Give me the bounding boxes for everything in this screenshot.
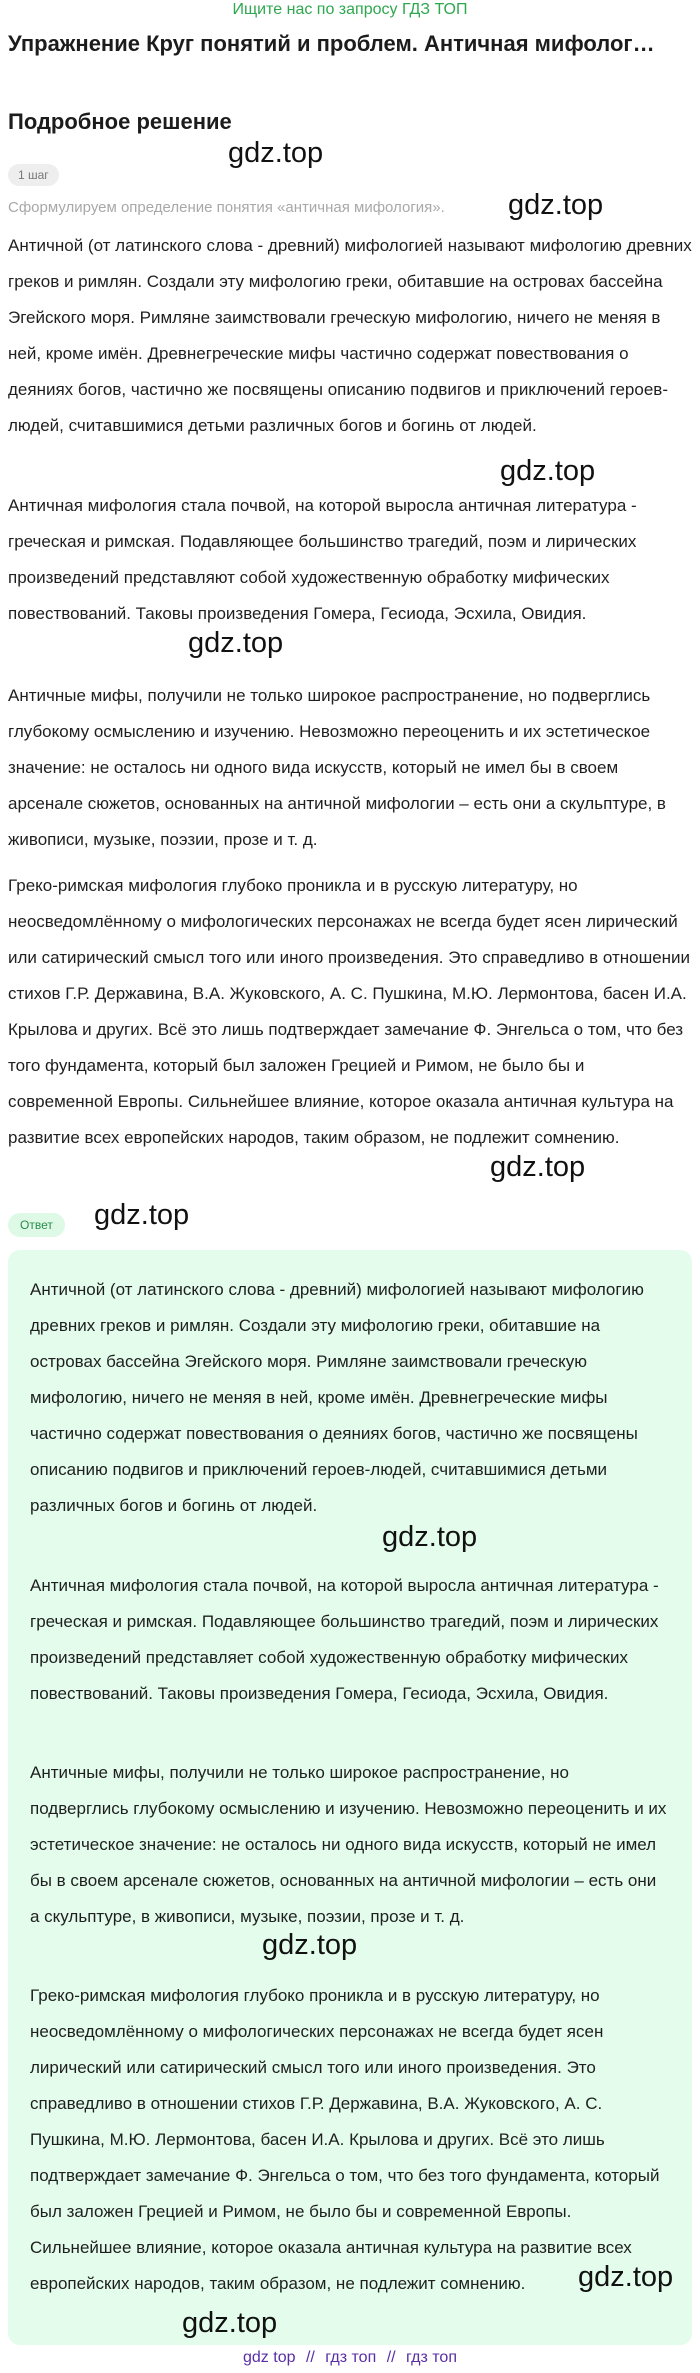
hint-text: Сформулируем определение понятия «античная мифология». bbox=[8, 199, 445, 216]
answer-paragraph: Античные мифы, получили не только широкое распространение, но подверглись глубокому осмыслению и изучению. Невозможно переоценить и их эстетическое значение: не осталось ни одного вида искусств, который не имел бы в своем арсенале сюжетов, основанных на античной мифологии – есть они а скульптуре, в живописи, музыке, поэзии, прозе и т. д. bbox=[30, 1763, 667, 1926]
section-title: Подробное решение bbox=[8, 109, 232, 134]
watermark: gdz.top bbox=[500, 455, 596, 487]
top-banner: Ищите нас по запросу ГДЗ ТОП bbox=[232, 1, 468, 18]
footer-link-gdz-top-ru-2[interactable]: гдз топ bbox=[406, 2349, 457, 2366]
watermark: gdz.top bbox=[182, 2307, 278, 2339]
watermark: gdz.top bbox=[490, 1151, 586, 1183]
watermark: gdz.top bbox=[94, 1199, 190, 1231]
answer-paragraph: Античной (от латинского слова - древний) мифологией называют мифологию древних греков и римлян. Создали эту мифологию греки, обитавшие на островах бассейна Эгейского моря. Римляне заимствовали греческую мифологию, ничего не меняя в ней, кроме имён. Древнегреческие мифы частично содержат повествования о деяниях богов, частично же посвящены описанию подвигов и приключений героев-людей, считавшимися детьми различных богов и богинь от людей. bbox=[30, 1280, 644, 1515]
watermark: gdz.top bbox=[578, 2261, 674, 2293]
footer-separator: // bbox=[305, 2349, 315, 2366]
answer-paragraph: Греко-римская мифология глубоко проникла и в русскую литературу, но неосведомлённому о мифологических персонажах не всегда будет ясен лирический или сатирический смысл того или иного произведения. Это справедливо в отношении стихов Г.Р. Державина, В.А. Жуковского, А. С. Пушкина, М.Ю. Лермонтова, басен И.А. Крылова и других. Всё это лишь подтверждает замечание Ф. Энгельса о том, что без того фундамента, который был заложен Грецией и Римом, не было бы и современной Европы. Сильнейшее влияние, которое оказала античная культура на развитие всех европейских народов, таким образом, не подлежит сомнению. bbox=[30, 1986, 660, 2293]
footer-links bbox=[0, 2347, 700, 2371]
page-title: Упражнение Круг понятий и проблем. Античная мифолог… bbox=[8, 31, 655, 56]
answer-paragraph: Античная мифология стала почвой, на которой выросла античная литература - греческая и римская. Подавляющее большинство трагедий, поэм и лирических произведений представляет собой художественную обработку мифических повествований. Таковы произведения Гомера, Гесиода, Эсхила, Овидия. bbox=[30, 1576, 659, 1703]
watermark: gdz.top bbox=[228, 137, 324, 169]
watermark: gdz.top bbox=[508, 189, 604, 221]
answer-badge: Ответ bbox=[8, 1213, 65, 1237]
solution-paragraph: Античной (от латинского слова - древний) мифологией называют мифологию древних греков и римлян. Создали эту мифологию греки, обитавшие на островах бассейна Эгейского моря. Римляне заимствовали греческую мифологию, ничего не меняя в ней, кроме имён. Древнегреческие мифы частично содержат повествования о деяниях богов, частично же посвящены описанию подвигов и приключений героев-людей, считавшимися детьми различных богов и богинь от людей. bbox=[8, 236, 692, 435]
watermark: gdz.top bbox=[262, 1929, 358, 1961]
watermark: gdz.top bbox=[382, 1521, 478, 1553]
solution-paragraph: Античные мифы, получили не только широкое распространение, но подверглись глубокому осмыслению и изучению. Невозможно переоценить и их эстетическое значение: не осталось ни одного вида искусств, который не имел бы в своем арсенале сюжетов, основанных на античной мифологии – есть они а скульптуре, в живописи, музыке, поэзии, прозе и т. д. bbox=[8, 686, 666, 849]
footer-link-gdz-top-ru[interactable]: гдз топ bbox=[325, 2349, 377, 2366]
footer-link-gdz-top[interactable]: gdz top bbox=[243, 2349, 296, 2366]
watermark: gdz.top bbox=[188, 627, 284, 659]
solution-paragraph: Греко-римская мифология глубоко проникла и в русскую литературу, но неосведомлённому о мифологических персонажах не всегда будет ясен лирический или сатирический смысл того или иного произведения. Это справедливо в отношении стихов Г.Р. Державина, В.А. Жуковского, А. С. Пушкина, М.Ю. Лермонтова, басен И.А. Крылова и других. Всё это лишь подтверждает замечание Ф. Энгельса о том, что без того фундамента, который был заложен Грецией и Римом, не было бы и современной Европы. Сильнейшее влияние, которое оказала античная культура на развитие всех европейских народов, таким образом, не подлежит сомнению. bbox=[8, 876, 691, 1147]
step-badge: 1 шаг bbox=[8, 164, 59, 186]
footer-separator: // bbox=[386, 2349, 396, 2366]
solution-paragraph: Античная мифология стала почвой, на которой выросла античная литература - греческая и римская. Подавляющее большинство трагедий, поэм и лирических произведений представляют собой художественную обработку мифических повествований. Таковы произведения Гомера, Гесиода, Эсхила, Овидия. bbox=[8, 496, 637, 623]
